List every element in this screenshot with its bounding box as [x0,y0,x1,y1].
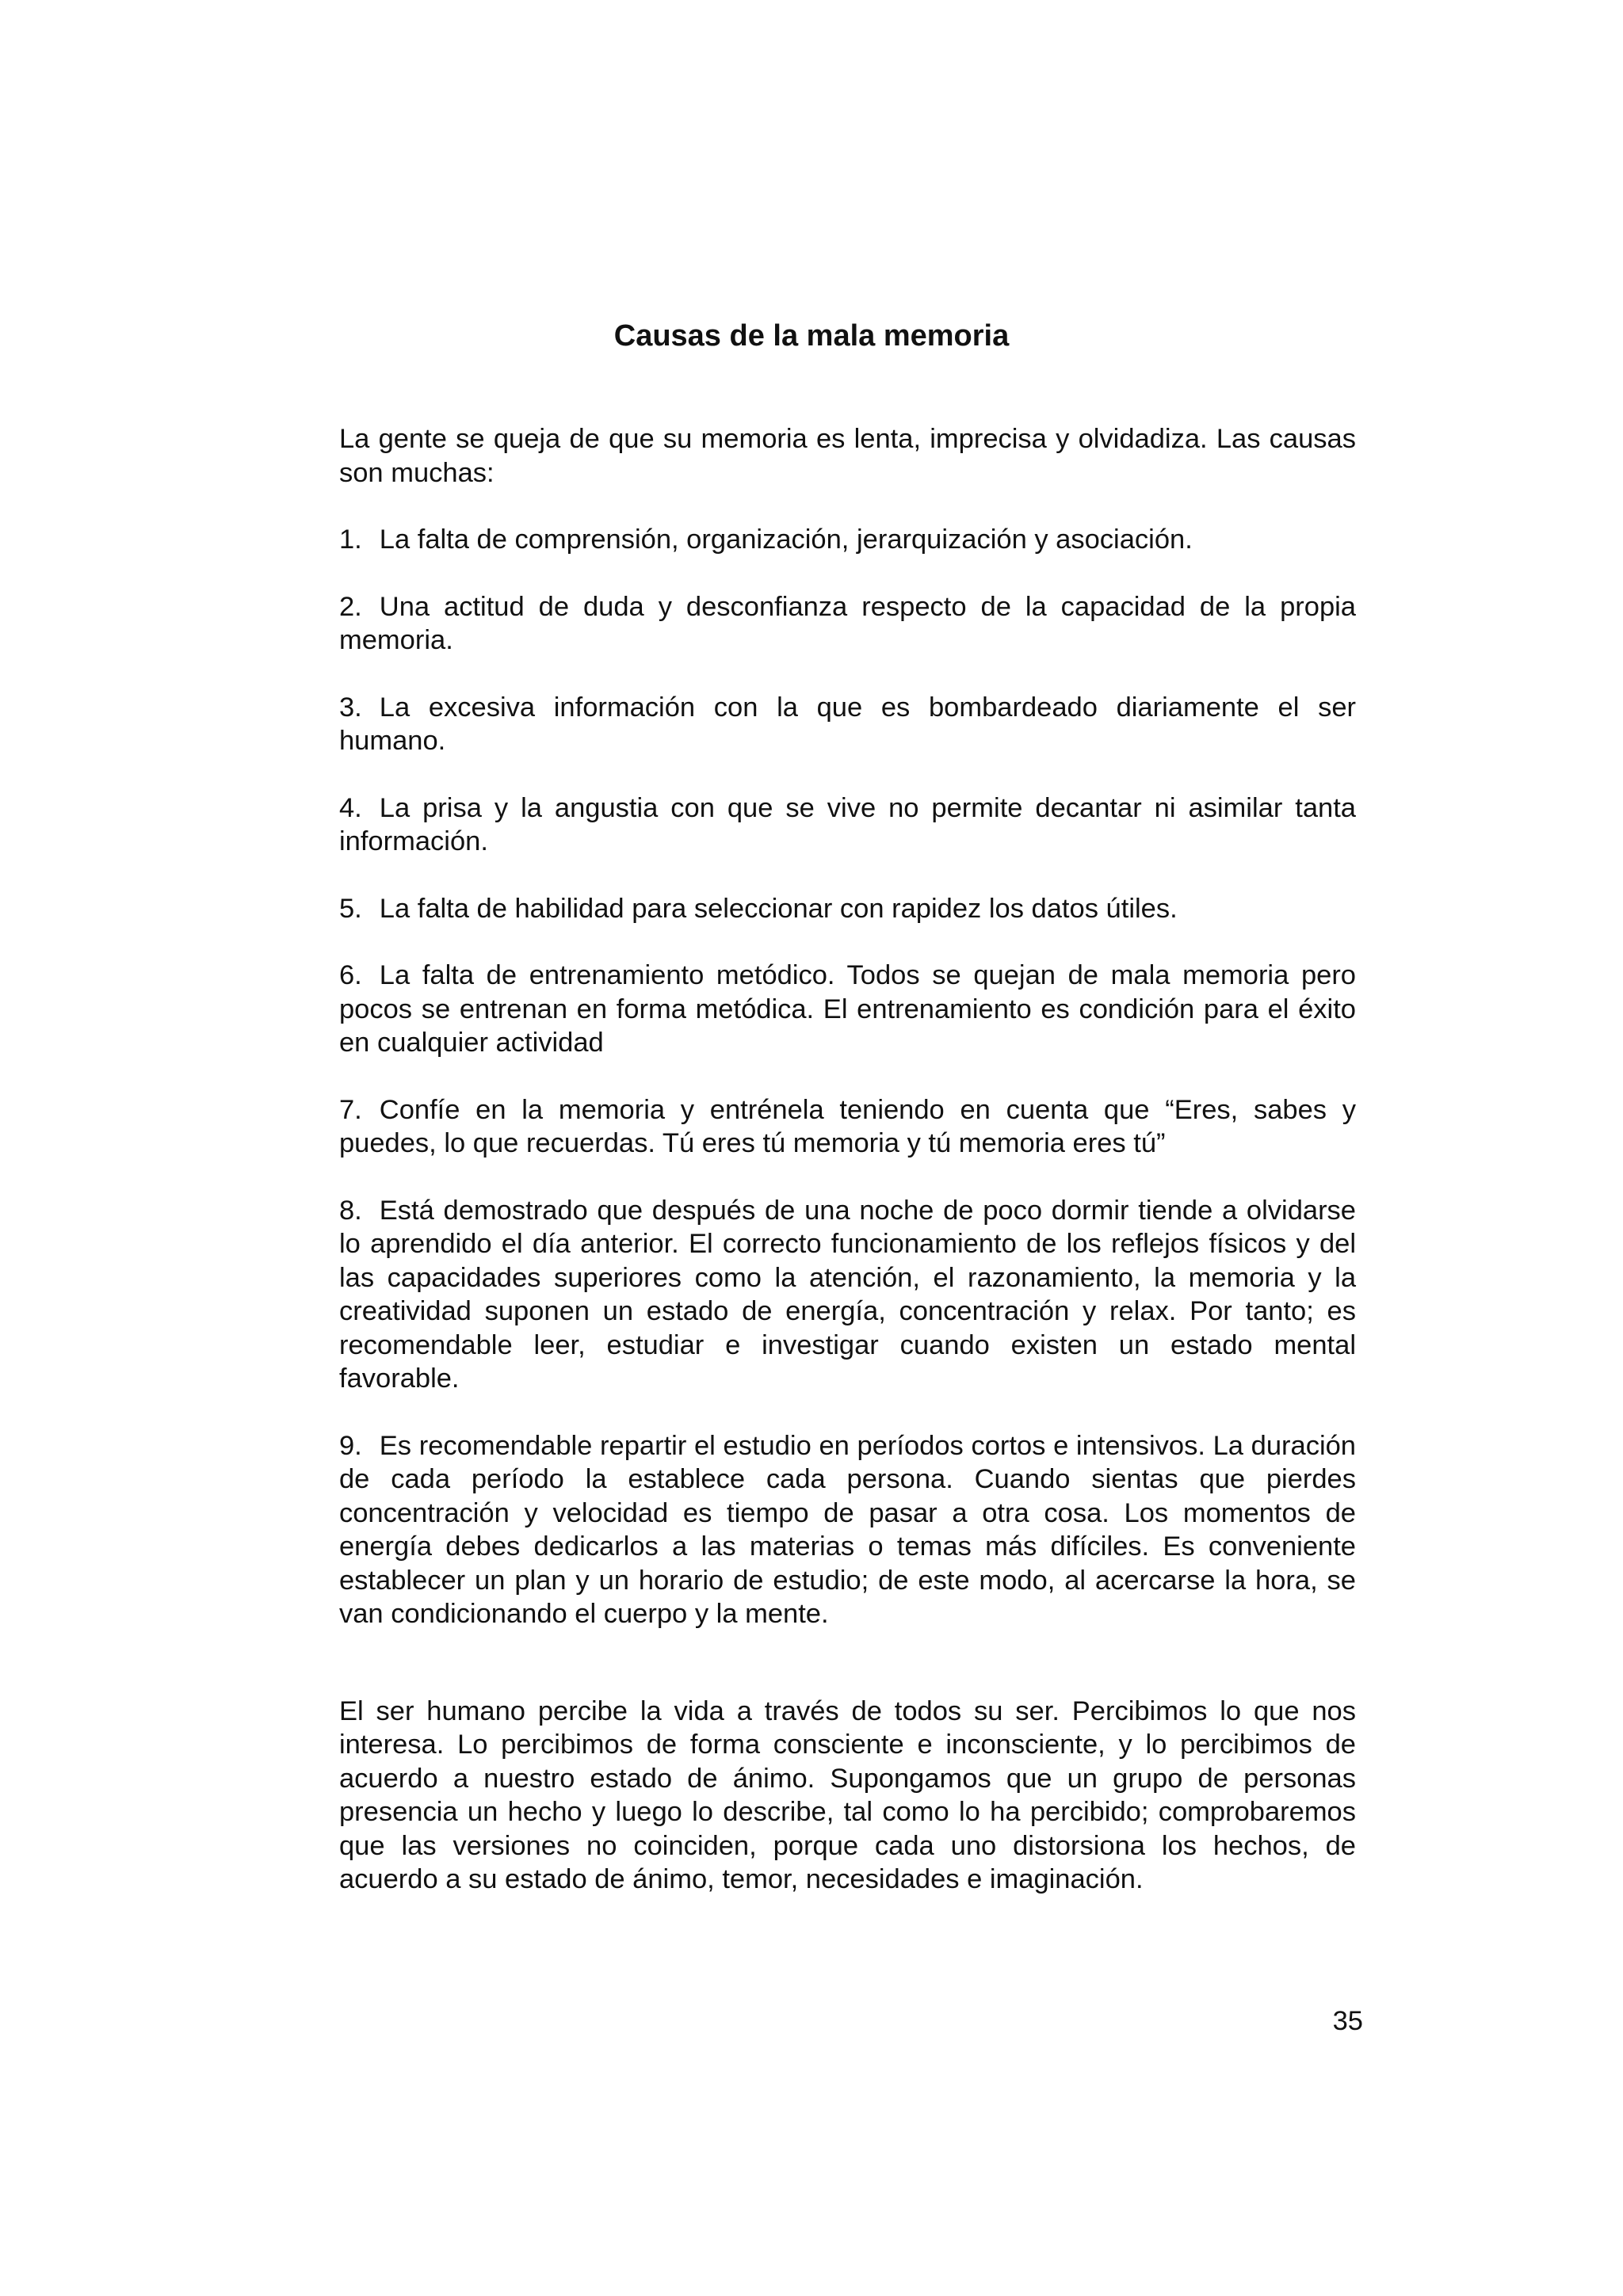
list-item-number: 1. [339,524,362,555]
page-number: 35 [1332,2006,1363,2036]
list-item-number: 2. [339,591,362,622]
document-body [339,422,1356,1897]
list-item [339,959,1356,1060]
list-item-number: 4. [339,792,362,823]
list-item-number: 9. [339,1430,362,1461]
list-item-text: La prisa y la angustia con que se vive no permite decantar ni asimilar tanta información. [339,792,1356,856]
list-item-number: 8. [339,1195,362,1226]
page-title: Causas de la mala memoria [613,319,1010,353]
list-item-number: 7. [339,1094,362,1125]
list-item-text: La falta de entrenamiento metódico. Todos se quejan de mala memoria pero pocos se entrenan en forma metódica. El entrenamiento es condición para el éxito en cualquier actividad [339,960,1356,1058]
list-item-number: 5. [339,893,362,924]
list-item-number: 6. [339,960,362,990]
list-item-text: Confíe en la memoria y entrénela teniendo en cuenta que “Eres, sabes y puedes, lo que recuerdas. Tú eres tú memoria y tú memoria eres tú” [339,1094,1356,1158]
list-item [339,1093,1356,1161]
intro-paragraph: La gente se queja de que su memoria es lenta, imprecisa y olvidadiza. Las causas son muchas: [339,424,1356,488]
list-item [339,1194,1356,1396]
list-item-text: Está demostrado que después de una noche de poco dormir tiende a olvidarse lo aprendido el día anterior. El correcto funcionamiento de los reflejos físicos y del las capacidades superiores como la atención, el razonamiento, la memoria y la creatividad suponen un estado de energía, concentración y relax. Por tanto; es recomendable leer, estudiar e investigar cuando existen un estado mental favorable. [339,1195,1356,1394]
list-item-text: La falta de habilidad para seleccionar con rapidez los datos útiles. [379,893,1178,924]
list-item-number: 3. [339,692,362,723]
list-item [339,1429,1356,1631]
list-item-text: Es recomendable repartir el estudio en períodos cortos e intensivos. La duración de cada período la establece cada persona. Cuando sientas que pierdes concentración y velocidad es tiempo de pasar a otra cosa. Los momentos de energía debes dedicarlos a las materias o temas más difíciles. Es conveniente establecer un plan y un horario de estudio; de este modo, al acercarse la hora, se van condicionando el cuerpo y la mente. [339,1430,1356,1629]
list-item-text: Una actitud de duda y desconfianza respecto de la capacidad de la propia memoria. [339,591,1356,655]
list-item-text: La excesiva información con la que es bombardeado diariamente el ser humano. [339,692,1356,756]
list-item [339,691,1356,758]
list-item [339,791,1356,859]
list-item-text: La falta de comprensión, organización, jerarquización y asociación. [379,524,1193,555]
list-item [339,523,1356,557]
closing-paragraph: El ser humano percibe la vida a través de todos su ser. Percibimos lo que nos interesa. Lo percibimos de forma consciente e inconsciente, y lo percibimos de acuerdo a nuestro estado de ánimo. Supongamos que un grupo de personas presencia un hecho y luego lo describe, tal como lo ha percibido; comprobaremos que las versiones no coinciden, porque cada uno distorsiona los hechos, de acuerdo a su estado de ánimo, temor, necesidades e imaginación. [339,1695,1356,1894]
list-item [339,590,1356,658]
list-item [339,892,1356,926]
